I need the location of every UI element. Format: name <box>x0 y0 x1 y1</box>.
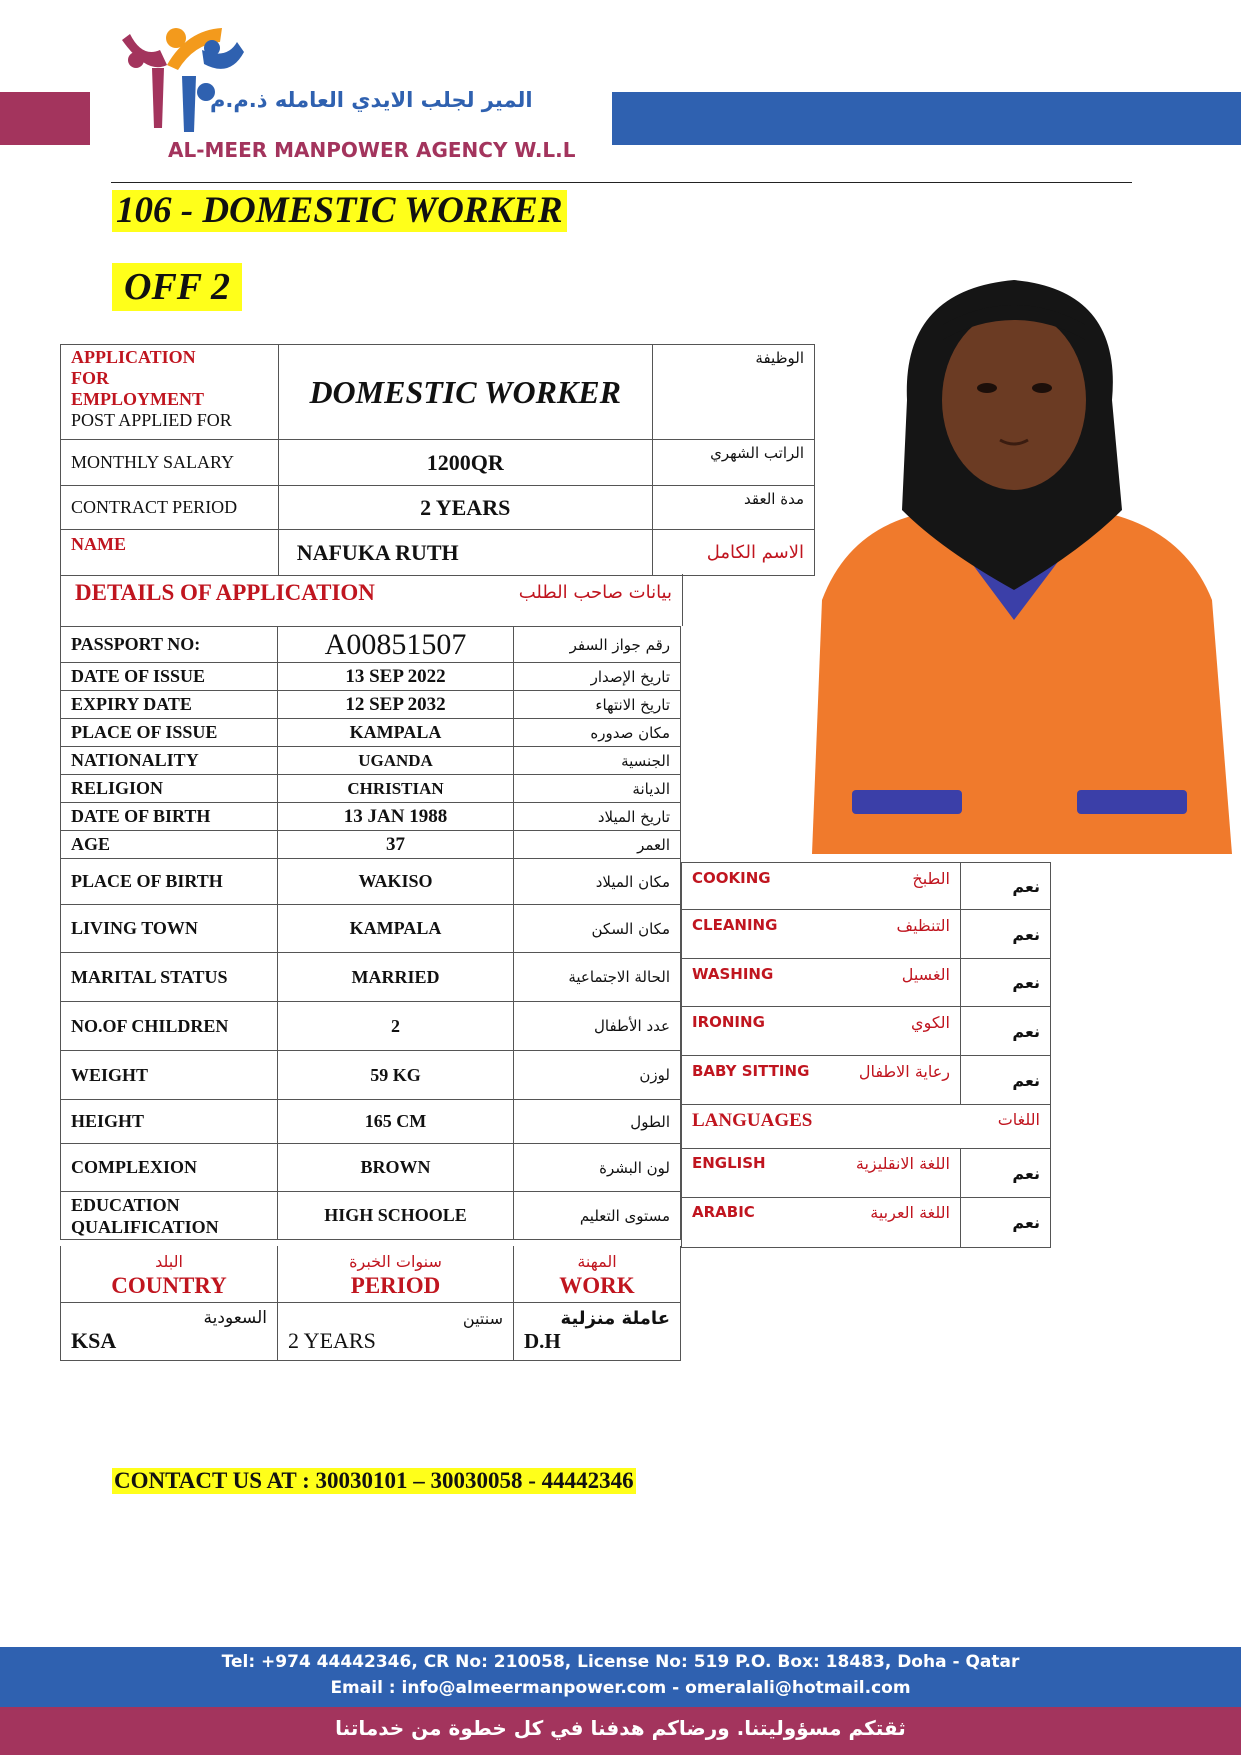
experience-work-cell <box>514 1302 681 1360</box>
languages-label-arabic: اللغات <box>997 1110 1040 1129</box>
salary-arabic: الراتب الشهري <box>652 440 814 486</box>
place-of-issue-arabic: مكان صدوره <box>514 719 681 747</box>
expiry-date-value: 12 SEP 2032 <box>278 691 514 719</box>
skill-label: BABY SITTING <box>692 1062 810 1080</box>
skill-yes: نعم <box>961 959 1051 1007</box>
skill-label-arabic: رعاية الاطفال <box>858 1062 950 1081</box>
details-heading-box <box>60 574 683 626</box>
skill-cell <box>682 1056 961 1105</box>
education-value: HIGH SCHOOLE <box>278 1192 514 1240</box>
weight-label: WEIGHT <box>61 1051 278 1100</box>
table-row <box>61 1302 681 1360</box>
table-row <box>61 627 681 663</box>
living-town-label: LIVING TOWN <box>61 905 278 953</box>
name-value: NAFUKA RUTH <box>278 530 652 576</box>
complexion-label: COMPLEXION <box>61 1144 278 1192</box>
table-row <box>61 1246 681 1302</box>
table-row <box>61 1100 681 1144</box>
place-of-issue-value: KAMPALA <box>278 719 514 747</box>
skill-label: CLEANING <box>692 916 778 934</box>
country-header-arabic: البلد <box>155 1251 183 1271</box>
birth-place-value: WAKISO <box>278 859 514 905</box>
country-header <box>61 1246 278 1302</box>
table-row <box>682 1198 1051 1248</box>
experience-period-cell <box>278 1302 514 1360</box>
table-row <box>682 1149 1051 1198</box>
post-label-cell <box>61 345 279 440</box>
dob-label: DATE OF BIRTH <box>61 803 278 831</box>
passport-arabic: رقم جواز السفر <box>514 627 681 663</box>
table-row <box>61 953 681 1002</box>
age-label: AGE <box>61 831 278 859</box>
dob-arabic: تاريخ الميلاد <box>514 803 681 831</box>
post-arabic: الوظيفة <box>652 345 814 440</box>
weight-value: 59 KG <box>278 1051 514 1100</box>
experience-table <box>60 1246 681 1361</box>
age-value: 37 <box>278 831 514 859</box>
nationality-arabic: الجنسية <box>514 747 681 775</box>
table-row <box>682 1056 1051 1105</box>
passport-label: PASSPORT NO: <box>61 627 278 663</box>
children-label: NO.OF CHILDREN <box>61 1002 278 1051</box>
brand-name-english: AL-MEER MANPOWER AGENCY W.L.L <box>168 138 576 162</box>
language-label-arabic: اللغة الانقليزية <box>855 1154 950 1173</box>
work-header <box>514 1246 681 1302</box>
languages-header <box>682 1105 1051 1149</box>
skill-cell <box>682 1007 961 1056</box>
language-cell <box>682 1198 961 1248</box>
contract-value: 2 YEARS <box>278 486 652 530</box>
language-label: ENGLISH <box>692 1154 766 1172</box>
skill-yes: نعم <box>961 910 1051 959</box>
skill-label-arabic: التنظيف <box>896 916 950 935</box>
children-value: 2 <box>278 1002 514 1051</box>
contract-label: CONTRACT PERIOD <box>61 486 279 530</box>
contract-arabic: مدة العقد <box>652 486 814 530</box>
skill-label: WASHING <box>692 965 774 983</box>
name-arabic: الاسم الكامل <box>652 530 814 576</box>
table-row <box>61 440 815 486</box>
country-header-english: COUNTRY <box>111 1272 227 1298</box>
header-bar-right <box>612 92 1241 145</box>
language-yes: نعم <box>961 1149 1051 1198</box>
skill-yes: نعم <box>961 1007 1051 1056</box>
birth-place-label: PLACE OF BIRTH <box>61 859 278 905</box>
experience-period: 2 YEARS <box>288 1327 376 1353</box>
contact-line: CONTACT US AT : 30030101 – 30030058 - 44442346 <box>114 1468 634 1493</box>
skill-cell <box>682 910 961 959</box>
living-town-value: KAMPALA <box>278 905 514 953</box>
expiry-date-label: EXPIRY DATE <box>61 691 278 719</box>
table-row <box>61 345 815 440</box>
post-label-line: FOR <box>71 368 109 388</box>
marital-status-arabic: الحالة الاجتماعية <box>514 953 681 1002</box>
passport-value: A00851507 <box>278 627 514 663</box>
post-value: DOMESTIC WORKER <box>278 345 652 440</box>
skill-cell <box>682 863 961 910</box>
post-label-line: EMPLOYMENT <box>71 389 204 409</box>
skill-label: IRONING <box>692 1013 765 1031</box>
details-heading-arabic: بيانات صاحب الطلب <box>518 582 672 603</box>
skill-label: COOKING <box>692 869 771 887</box>
name-label: NAME <box>61 530 279 576</box>
table-row <box>61 775 681 803</box>
table-row <box>682 959 1051 1007</box>
complexion-value: BROWN <box>278 1144 514 1192</box>
language-yes: نعم <box>961 1198 1051 1248</box>
table-row <box>682 1105 1051 1149</box>
table-row <box>61 530 815 576</box>
table-row <box>61 747 681 775</box>
experience-country-cell <box>61 1302 278 1360</box>
table-row <box>682 910 1051 959</box>
table-row <box>61 486 815 530</box>
table-row <box>682 1007 1051 1056</box>
dob-value: 13 JAN 1988 <box>278 803 514 831</box>
table-row <box>682 863 1051 910</box>
marital-status-label: MARITAL STATUS <box>61 953 278 1002</box>
issue-date-label: DATE OF ISSUE <box>61 663 278 691</box>
table-row <box>61 1002 681 1051</box>
place-of-issue-label: PLACE OF ISSUE <box>61 719 278 747</box>
education-arabic: مستوى التعليم <box>514 1192 681 1240</box>
religion-arabic: الديانة <box>514 775 681 803</box>
height-arabic: الطول <box>514 1100 681 1144</box>
period-header <box>278 1246 514 1302</box>
table-row <box>61 905 681 953</box>
table-row <box>61 1192 681 1240</box>
footer-slogan: ثقتكم مسؤوليتنا. ورضاكم هدفنا في كل خطوة من خدماتنا <box>335 1716 906 1740</box>
language-cell <box>682 1149 961 1198</box>
language-label: ARABIC <box>692 1203 755 1221</box>
skill-yes: نعم <box>961 1056 1051 1105</box>
table-row <box>61 1144 681 1192</box>
table-row <box>61 803 681 831</box>
office-label: OFF 2 <box>112 263 242 311</box>
experience-period-arabic: سنتين <box>462 1308 503 1328</box>
experience-country-arabic: السعودية <box>203 1308 267 1328</box>
salary-value: 1200QR <box>278 440 652 486</box>
complexion-arabic: لون البشرة <box>514 1144 681 1192</box>
page-title: 106 - DOMESTIC WORKER <box>112 190 567 232</box>
footer-contact-line: Tel: +974 44442346, CR No: 210058, License No: 519 P.O. Box: 18483, Doha - Qatar <box>221 1652 1020 1672</box>
religion-value: CHRISTIAN <box>278 775 514 803</box>
skill-label-arabic: الطبخ <box>912 869 950 888</box>
table-row <box>61 691 681 719</box>
work-header-english: WORK <box>559 1272 635 1298</box>
height-label: HEIGHT <box>61 1100 278 1144</box>
weight-arabic: لوزن <box>514 1051 681 1100</box>
skill-cell <box>682 959 961 1007</box>
details-heading: DETAILS OF APPLICATION <box>75 580 375 605</box>
education-label: EDUCATION QUALIFICATION <box>61 1192 278 1240</box>
skills-table <box>681 862 1051 1248</box>
skill-yes: نعم <box>961 863 1051 910</box>
religion-label: RELIGION <box>61 775 278 803</box>
issue-date-arabic: تاريخ الإصدار <box>514 663 681 691</box>
period-header-arabic: سنوات الخبرة <box>349 1251 442 1271</box>
experience-country: KSA <box>71 1328 117 1353</box>
experience-work-arabic: عاملة منزلية <box>560 1308 670 1329</box>
post-label-line: POST APPLIED FOR <box>71 410 232 430</box>
brand-name-arabic: المير لجلب الايدي العامله ذ.م.م <box>210 88 533 112</box>
marital-status-value: MARRIED <box>278 953 514 1002</box>
details-table <box>60 626 681 1240</box>
application-table <box>60 344 815 576</box>
language-label-arabic: اللغة العربية <box>870 1203 950 1222</box>
issue-date-value: 13 SEP 2022 <box>278 663 514 691</box>
children-arabic: عدد الأطفال <box>514 1002 681 1051</box>
header-bar-left <box>0 92 90 145</box>
table-row <box>61 663 681 691</box>
work-header-arabic: المهنة <box>577 1251 617 1271</box>
nationality-value: UGANDA <box>278 747 514 775</box>
table-row <box>61 859 681 905</box>
table-row <box>61 831 681 859</box>
skill-label-arabic: الكوي <box>911 1013 950 1032</box>
expiry-date-arabic: تاريخ الانتهاء <box>514 691 681 719</box>
table-row <box>61 1051 681 1100</box>
height-value: 165 CM <box>278 1100 514 1144</box>
footer-email-line: Email : info@almeermanpower.com - omeralali@hotmail.com <box>330 1678 911 1698</box>
skill-label-arabic: الغسيل <box>901 965 950 984</box>
languages-label: LANGUAGES <box>692 1110 813 1131</box>
living-town-arabic: مكان السكن <box>514 905 681 953</box>
header-divider <box>111 182 1132 183</box>
applicant-photo <box>792 270 1236 854</box>
salary-label: MONTHLY SALARY <box>61 440 279 486</box>
age-arabic: العمر <box>514 831 681 859</box>
birth-place-arabic: مكان الميلاد <box>514 859 681 905</box>
table-row <box>61 719 681 747</box>
people-figures-logo-icon <box>112 20 252 140</box>
experience-work: D.H <box>524 1329 561 1353</box>
nationality-label: NATIONALITY <box>61 747 278 775</box>
post-label-line: APPLICATION <box>71 347 196 367</box>
period-header-english: PERIOD <box>350 1272 441 1298</box>
